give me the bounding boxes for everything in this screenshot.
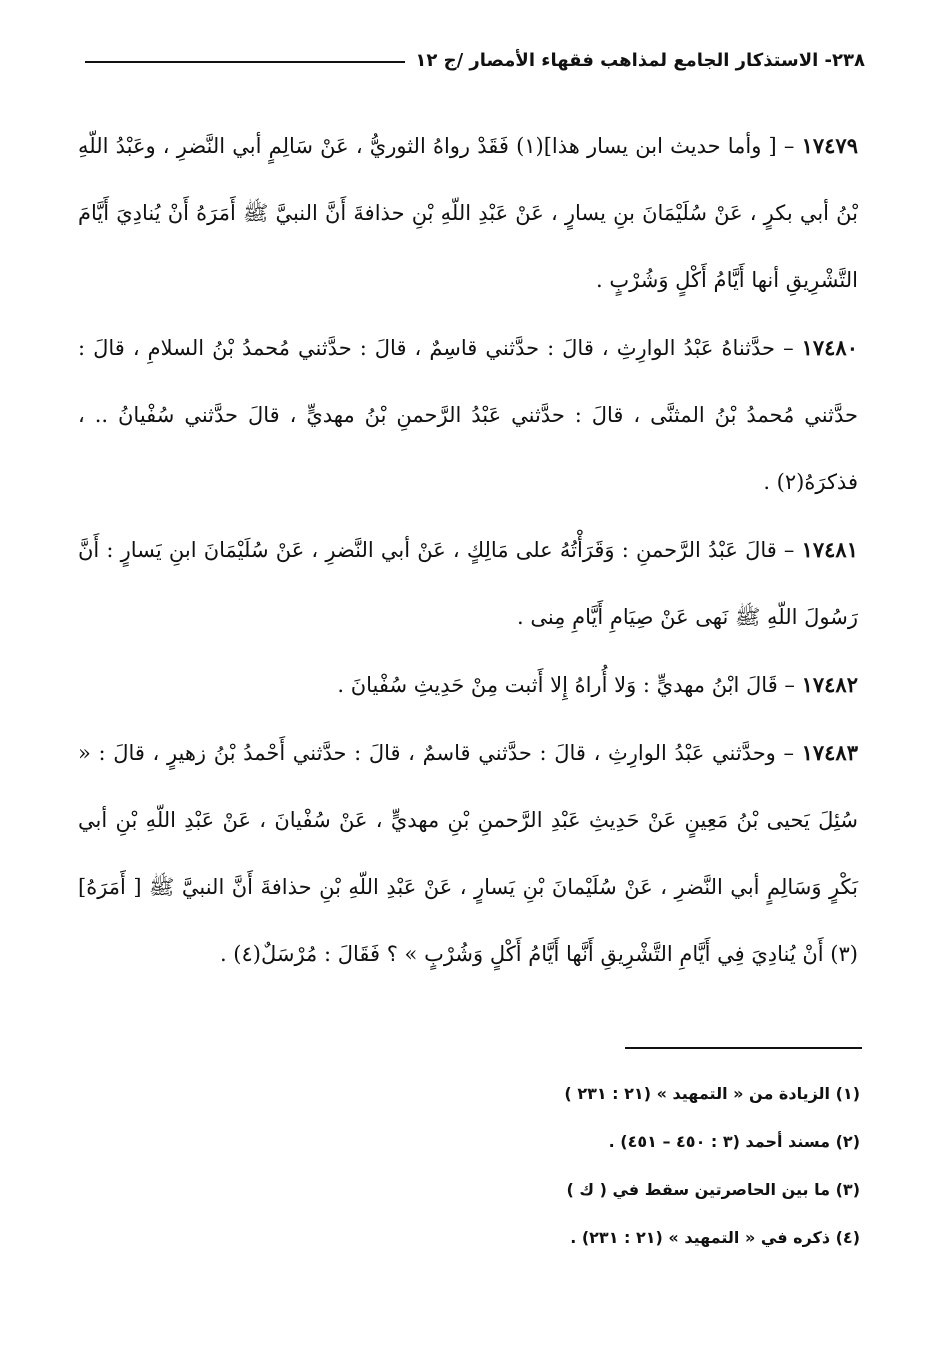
paragraph-number: ١٧٤٨٣ [801,740,858,765]
footnote-1: (١) الزيادة من « التمهيد » (٢١ : ٢٣١ ) [564,1084,860,1103]
paragraph-number: ١٧٤٨٠ [801,335,858,360]
paragraph-text: – وحدَّثني عَبْدُ الوارِثِ ، قالَ : حدَّثني قاسمٌ ، قالَ : حدَّثني أَحْمدُ بْنُ زهيرٍ ، قالَ : « سُئِلَ يَحيى بْنُ مَعِينٍ عَنْ حَدِيثِ عَبْدِ الرَّحمنِ بْنِ مهديٍّ ، عَنْ سُفْيانَ ، عَنْ عَبْدِ اللّهِ بْنِ أبي بَكْرٍ وَسَالِمٍ أبي النَّضرِ ، عَنْ سُلَيْمانَ بْنِ يَسارٍ ، عَنْ عَبْدِ اللّهِ بْنِ حذافةَ أَنَّ النبيَّ ﷺ [ أَمَرَهُ](٣) أَنْ يُنادِيَ فِي أَيَّامِ التَّشْرِيقِ أَنَّها أَيَّامُ أَكْلٍ وَشُرْبٍ » ؟ فَقَالَ : مُرْسَلٌ(٤) . [78,741,858,966]
paragraph-17481 [78,516,858,651]
footnotes [300,1070,860,1262]
footnote-2: (٢) مسند أحمد (٣ : ٤٥٠ – ٤٥١) . [608,1132,860,1151]
paragraph-text: – قَالَ ابْنُ مهديٍّ : وَلا أُراهُ إِلا أَثبت مِنْ حَدِيثِ سُفْيانَ . [337,673,802,697]
header-title: ٢٣٨- الاستذكار الجامع لمذاهب فقهاء الأمصار /ج ١٢ [415,49,865,71]
footnote-4: (٤) ذكره في « التمهيد » (٢١ : ٢٣١) . [570,1228,860,1247]
footnote-3: (٣) ما بين الحاصرتين سقط في ( ك ) [566,1180,860,1199]
footnote-separator [625,1047,862,1049]
paragraph-text: – حدَّثناهُ عَبْدُ الوارِثِ ، قالَ : حدَّثني قاسِمٌ ، قالَ : حدَّثني مُحمدُ بْنُ السلامِ ، قالَ : حدَّثني مُحمدُ بْنُ المثنَّى ، قالَ : حدَّثني عَبْدُ الرَّحمنِ بْنُ مهديٍّ ، قالَ حدَّثني سُفْيانُ .. ، فذكرَهُ(٢) . [78,336,858,494]
paragraph-number: ١٧٤٨٢ [801,672,858,697]
paragraph-17479 [78,112,858,314]
paragraph-text: – قالَ عَبْدُ الرَّحمنِ : وَقَرَأْتُهُ على مَالِكٍ ، عَنْ أبي النَّضرِ ، عَنْ سُلَيْمَانَ ابنِ يَسارٍ : أَنَّ رَسُولَ اللّهِ ﷺ نَهى عَنْ صِيَامِ أَيَّامِ مِنى . [78,538,858,629]
running-header [85,40,865,80]
main-text [78,112,858,988]
paragraph-text: – [ وأما حديث ابن يسار هذا](١) فَقَدْ رواهُ الثوريُّ ، عَنْ سَالِمٍ أبي النَّضرِ ، وعَبْدُ اللّهِ بْنُ أبي بكرٍ ، عَنْ سُلَيْمَانَ بنِ يسارٍ ، عَنْ عَبْدِ اللّهِ بْنِ حذافةَ أَنَّ النبيَّ ﷺ أَمَرَهُ أَنْ يُنادِيَ أَيَّامَ التَّشْرِيقِ أنها أَيَّامُ أَكْلٍ وَشُرْبٍ . [78,134,858,292]
paragraph-17483 [78,719,858,988]
paragraph-number: ١٧٤٧٩ [801,133,858,158]
paragraph-17480 [78,314,858,516]
header-rule [85,61,405,63]
paragraph-17482 [78,651,858,719]
paragraph-number: ١٧٤٨١ [801,537,858,562]
